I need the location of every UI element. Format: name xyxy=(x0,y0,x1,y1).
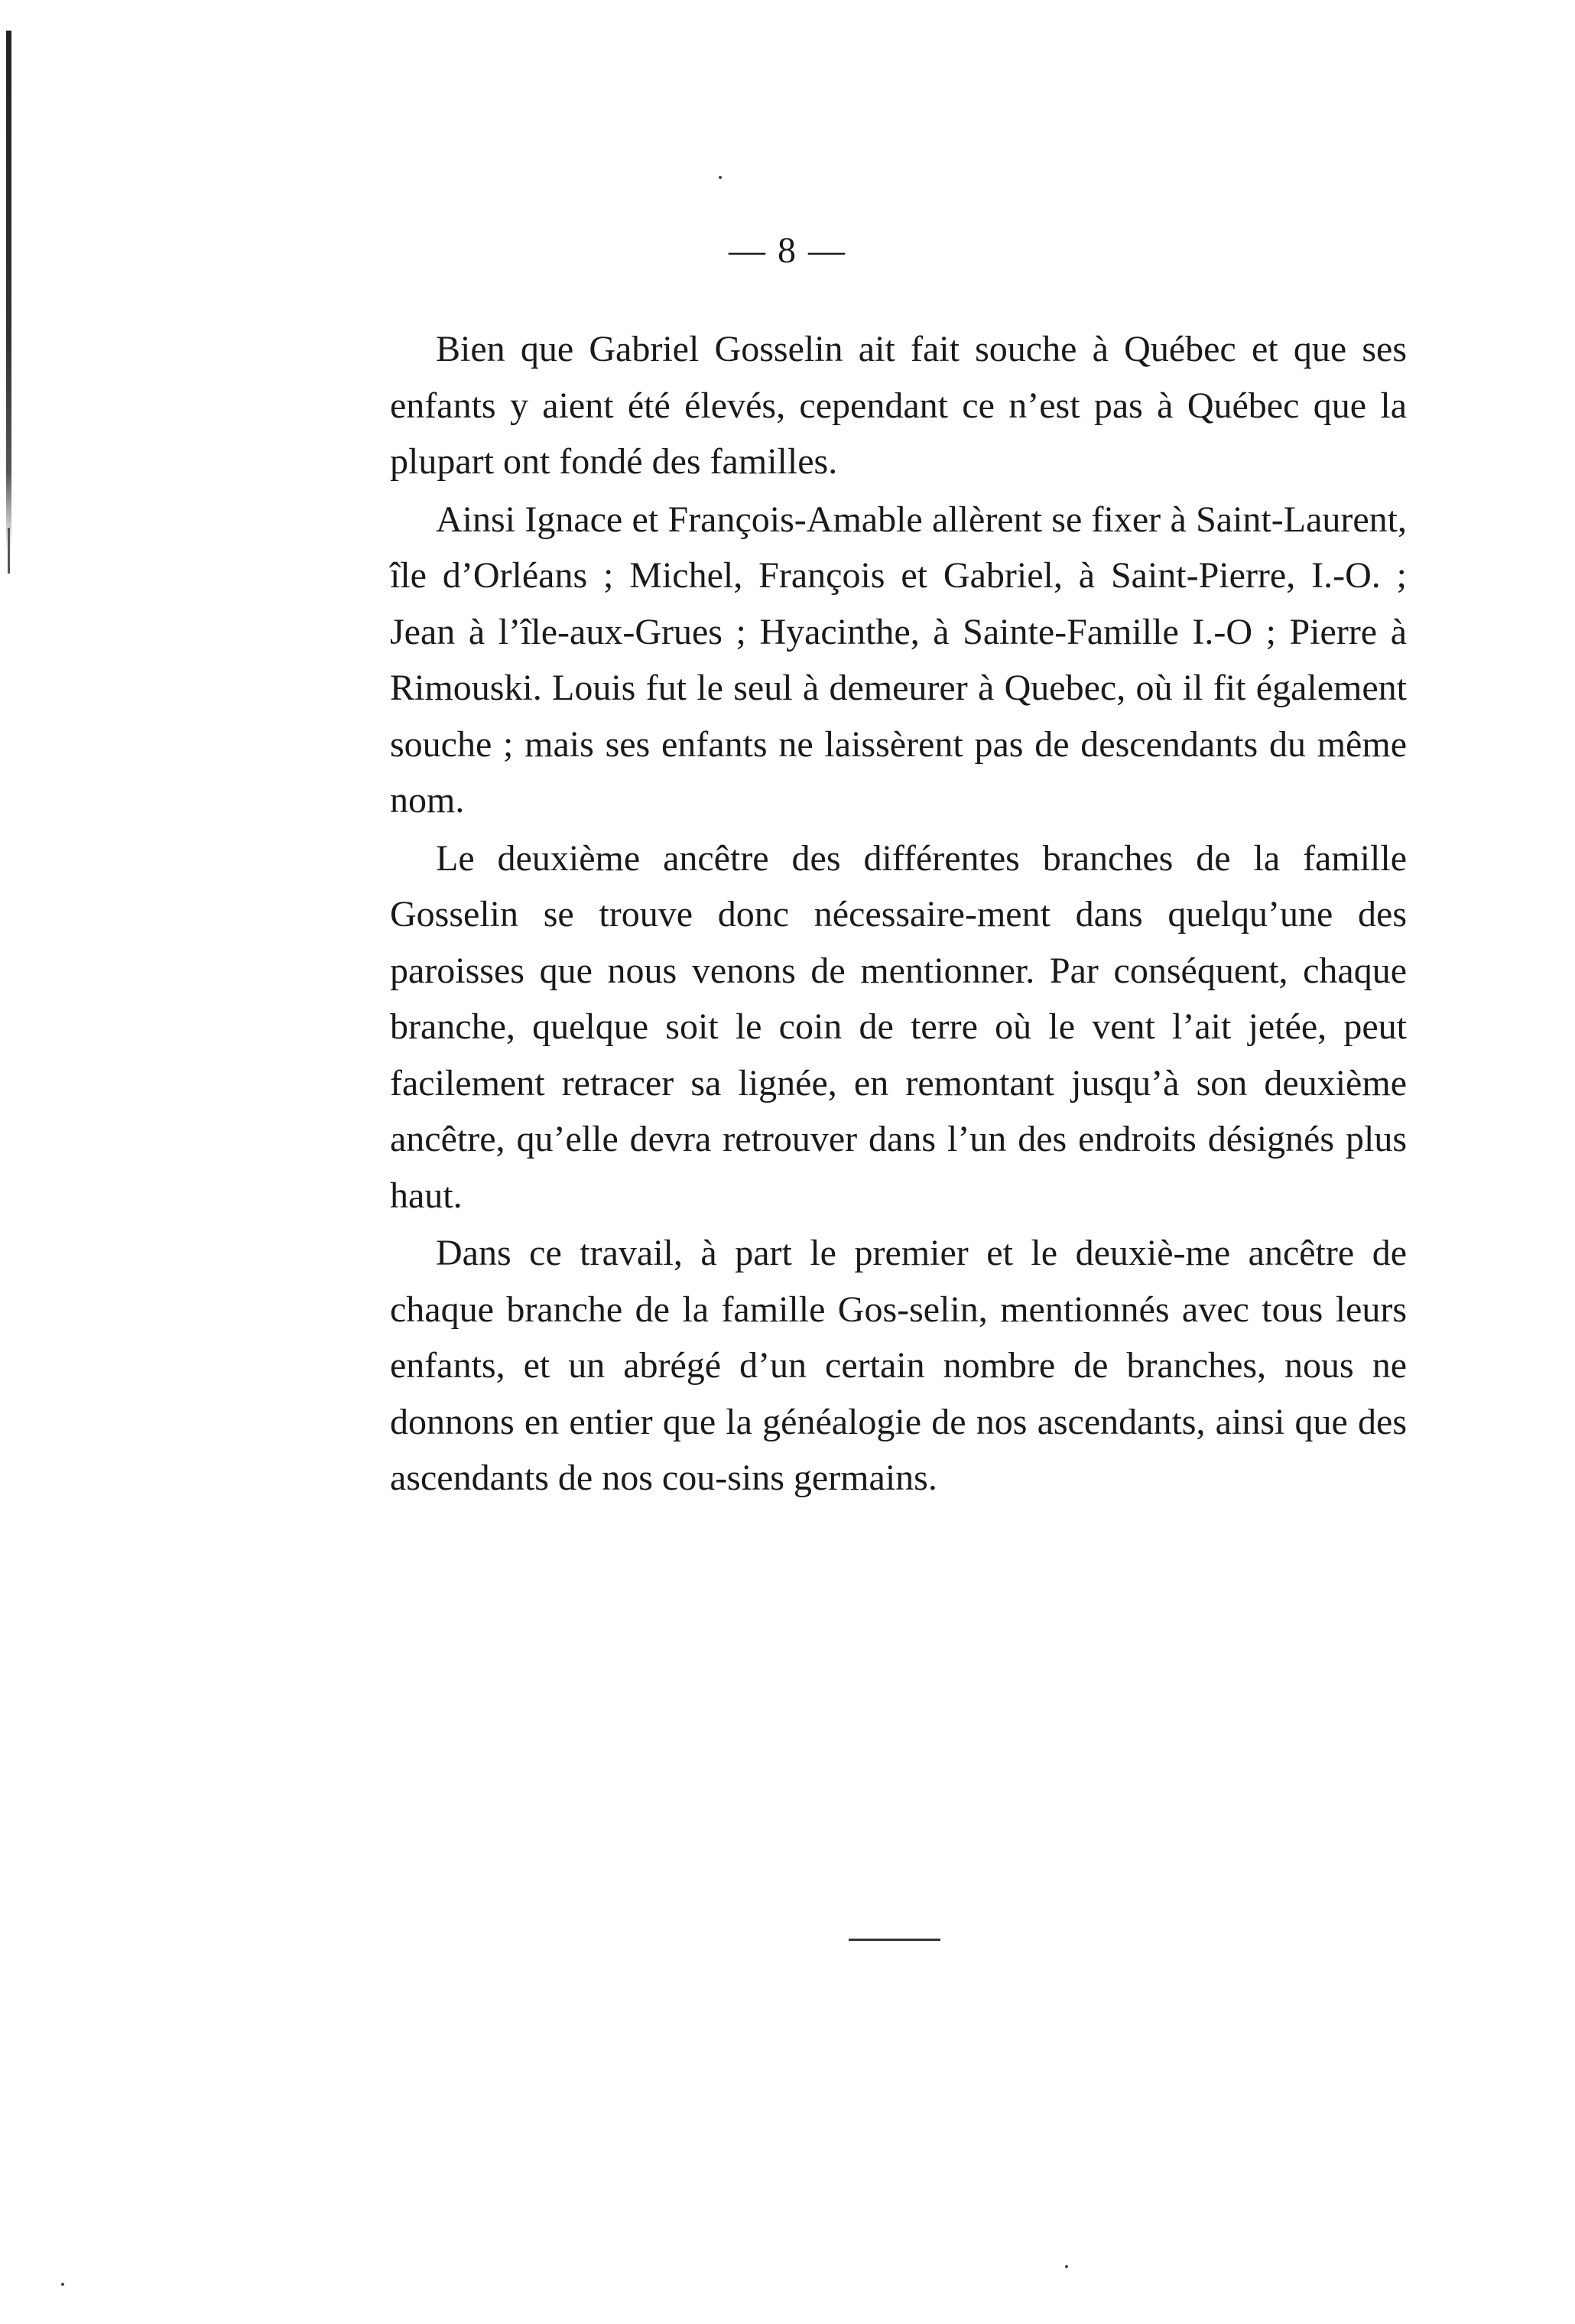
scan-edge-shadow-lower xyxy=(8,528,10,574)
scan-edge-shadow xyxy=(6,31,11,551)
page-number: — 8 — xyxy=(729,230,846,271)
scan-speck xyxy=(719,176,722,179)
scan-speck xyxy=(1065,2265,1068,2268)
scan-speck xyxy=(61,2283,64,2286)
paragraph-4: Dans ce travail, à part le premier et le deuxiè-me ancêtre de chaque branche de la famille Gos-selin, mentionnés avec tous leurs enfants, et un abrégé d’un certain nombre de branches, nous ne donnons en entier que la généalogie de nos ascendants, ainsi que des ascendants de nos cou-sins germains. xyxy=(390,1233,1407,1498)
paragraph-3: Le deuxième ancêtre des différentes branches de la famille Gosselin se trouve donc nécessaire-ment dans quelqu’une des paroisses que nous venons de mentionner. Par conséquent, chaque branche, quelque soit le coin de terre où le vent l’ait jetée, peut facilement retracer sa lignée, en remontant jusqu’à son deuxième ancêtre, qu’elle devra retrouver dans l’un des endroits désignés plus haut. xyxy=(390,837,1407,1216)
paragraph-2: Ainsi Ignace et François-Amable allèrent se fixer à Saint-Laurent, île d’Orléans ; Michel, François et Gabriel, à Saint-Pierre, I.-O. ; Jean à l’île-aux-Grues ; Hyacinthe, à Sainte-Famille I.-O ; Pierre à Rimouski. Louis fut le seul à demeurer à Quebec, où il fit également souche ; mais ses enfants ne laissèrent pas de descendants du même nom. xyxy=(390,499,1407,821)
body-text xyxy=(390,321,1407,1507)
paragraph-1: Bien que Gabriel Gosselin ait fait souche à Québec et que ses enfants y aient été élevés, cependant ce n’est pas à Québec que la plupart ont fondé des familles. xyxy=(390,329,1407,482)
closing-rule xyxy=(849,1939,940,1941)
